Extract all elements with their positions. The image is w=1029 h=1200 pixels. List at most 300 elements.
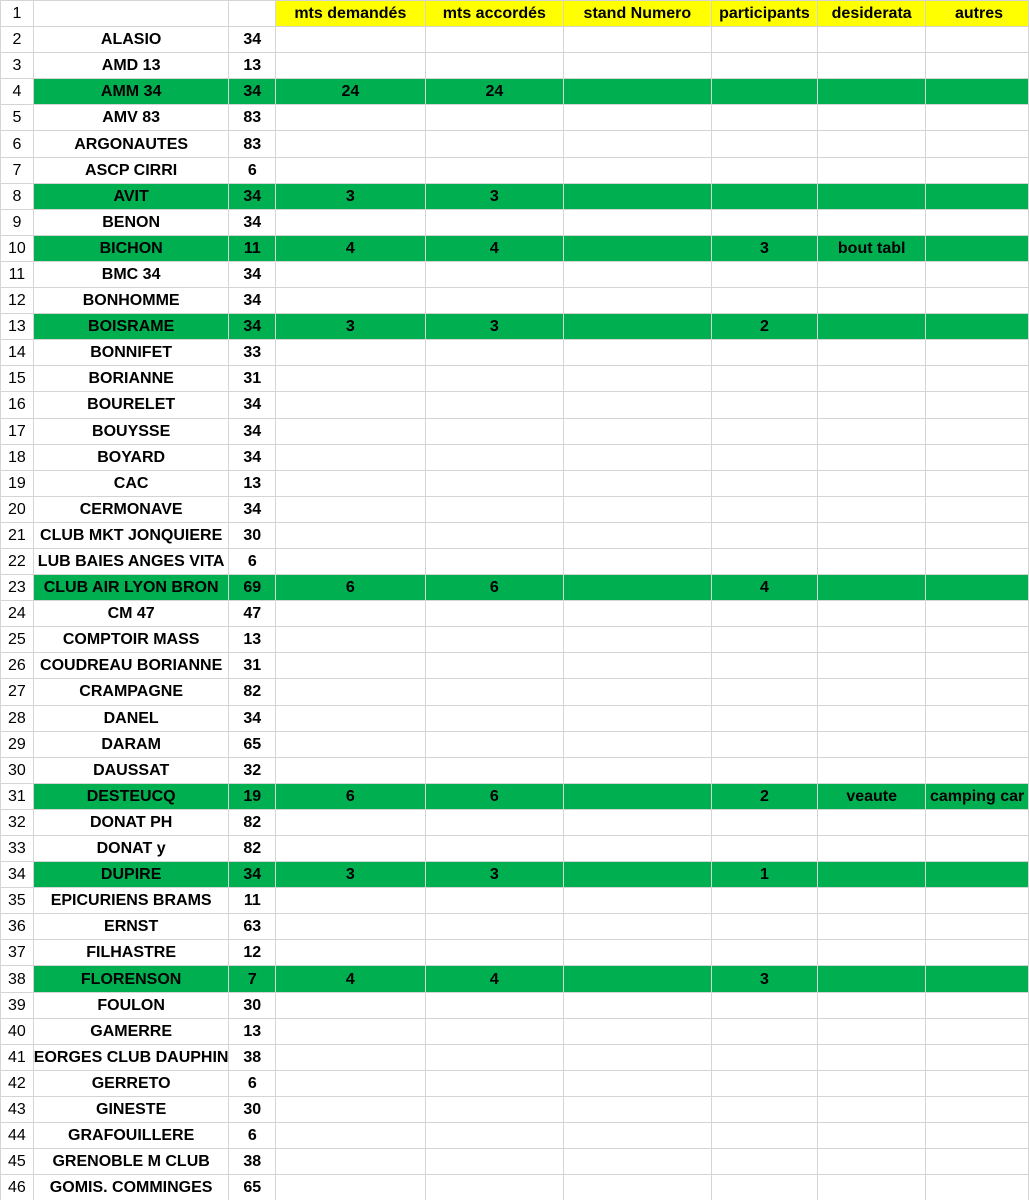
department-cell[interactable]: 34 [229,314,276,340]
participants-cell[interactable] [711,522,818,548]
mts-demandes-cell[interactable] [276,288,426,314]
participants-cell[interactable]: 2 [711,314,818,340]
name-cell[interactable]: BORIANNE [33,366,229,392]
department-cell[interactable]: 34 [229,862,276,888]
mts-accordes-cell[interactable] [425,366,564,392]
autres-cell[interactable] [925,809,1028,835]
autres-cell[interactable] [925,470,1028,496]
autres-cell[interactable] [925,575,1028,601]
autres-cell[interactable] [925,836,1028,862]
name-cell[interactable]: CRAMPAGNE [33,679,229,705]
stand-numero-cell[interactable] [564,366,711,392]
row-number[interactable]: 18 [1,444,34,470]
department-cell[interactable]: 34 [229,27,276,53]
autres-cell[interactable] [925,105,1028,131]
participants-cell[interactable] [711,261,818,287]
participants-cell[interactable] [711,288,818,314]
department-cell[interactable]: 11 [229,235,276,261]
stand-numero-cell[interactable] [564,79,711,105]
row-number[interactable]: 25 [1,627,34,653]
mts-demandes-cell[interactable]: 6 [276,783,426,809]
header-cell[interactable]: mts accordés [425,1,564,27]
mts-demandes-cell[interactable]: 3 [276,314,426,340]
row-number[interactable]: 27 [1,679,34,705]
desiderata-cell[interactable] [818,627,926,653]
department-cell[interactable]: 31 [229,653,276,679]
participants-cell[interactable] [711,705,818,731]
desiderata-cell[interactable] [818,1044,926,1070]
row-number[interactable]: 19 [1,470,34,496]
row-number[interactable]: 9 [1,209,34,235]
row-number[interactable]: 30 [1,757,34,783]
name-cell[interactable]: ARGONAUTES [33,131,229,157]
autres-cell[interactable] [925,627,1028,653]
row-number[interactable]: 21 [1,522,34,548]
name-cell[interactable]: LUB BAIES ANGES VITA [33,548,229,574]
department-cell[interactable]: 34 [229,288,276,314]
mts-accordes-cell[interactable] [425,705,564,731]
mts-accordes-cell[interactable] [425,340,564,366]
row-number[interactable]: 32 [1,809,34,835]
participants-cell[interactable]: 4 [711,575,818,601]
autres-cell[interactable] [925,444,1028,470]
department-cell[interactable]: 82 [229,679,276,705]
row-number[interactable]: 7 [1,157,34,183]
department-cell[interactable]: 6 [229,548,276,574]
department-cell[interactable]: 13 [229,470,276,496]
participants-cell[interactable] [711,1175,818,1200]
name-cell[interactable]: GRAFOUILLERE [33,1123,229,1149]
mts-accordes-cell[interactable] [425,627,564,653]
name-cell[interactable]: BICHON [33,235,229,261]
desiderata-cell[interactable]: veaute [818,783,926,809]
department-cell[interactable]: 34 [229,496,276,522]
autres-cell[interactable] [925,496,1028,522]
desiderata-cell[interactable] [818,862,926,888]
department-cell[interactable]: 13 [229,1018,276,1044]
desiderata-cell[interactable] [818,340,926,366]
row-number[interactable]: 34 [1,862,34,888]
mts-demandes-cell[interactable] [276,105,426,131]
row-number[interactable]: 44 [1,1123,34,1149]
department-cell[interactable]: 34 [229,705,276,731]
participants-cell[interactable] [711,1096,818,1122]
stand-numero-cell[interactable] [564,1175,711,1200]
stand-numero-cell[interactable] [564,340,711,366]
mts-accordes-cell[interactable] [425,209,564,235]
autres-cell[interactable] [925,261,1028,287]
mts-demandes-cell[interactable] [276,392,426,418]
mts-accordes-cell[interactable] [425,131,564,157]
mts-demandes-cell[interactable] [276,157,426,183]
mts-accordes-cell[interactable] [425,496,564,522]
mts-demandes-cell[interactable] [276,940,426,966]
row-number[interactable]: 31 [1,783,34,809]
mts-accordes-cell[interactable]: 4 [425,966,564,992]
mts-demandes-cell[interactable] [276,27,426,53]
mts-accordes-cell[interactable] [425,53,564,79]
department-cell[interactable]: 30 [229,1096,276,1122]
autres-cell[interactable] [925,392,1028,418]
desiderata-cell[interactable] [818,183,926,209]
autres-cell[interactable] [925,653,1028,679]
autres-cell[interactable]: camping car [925,783,1028,809]
name-cell[interactable]: AMV 83 [33,105,229,131]
department-cell[interactable]: 38 [229,1044,276,1070]
stand-numero-cell[interactable] [564,836,711,862]
mts-demandes-cell[interactable] [276,1149,426,1175]
row-number[interactable]: 17 [1,418,34,444]
stand-numero-cell[interactable] [564,862,711,888]
department-cell[interactable]: 7 [229,966,276,992]
participants-cell[interactable] [711,340,818,366]
stand-numero-cell[interactable] [564,496,711,522]
autres-cell[interactable] [925,366,1028,392]
mts-accordes-cell[interactable] [425,914,564,940]
name-cell[interactable]: GRENOBLE M CLUB [33,1149,229,1175]
name-cell[interactable]: CM 47 [33,601,229,627]
stand-numero-cell[interactable] [564,575,711,601]
department-cell[interactable]: 19 [229,783,276,809]
mts-accordes-cell[interactable] [425,653,564,679]
mts-accordes-cell[interactable] [425,731,564,757]
row-number[interactable]: 15 [1,366,34,392]
desiderata-cell[interactable] [818,131,926,157]
department-cell[interactable]: 83 [229,105,276,131]
stand-numero-cell[interactable] [564,1044,711,1070]
mts-demandes-cell[interactable] [276,1175,426,1200]
desiderata-cell[interactable] [818,992,926,1018]
mts-demandes-cell[interactable]: 3 [276,862,426,888]
autres-cell[interactable] [925,992,1028,1018]
participants-cell[interactable]: 3 [711,235,818,261]
desiderata-cell[interactable] [818,79,926,105]
participants-cell[interactable] [711,627,818,653]
name-cell[interactable]: EPICURIENS BRAMS [33,888,229,914]
row-number[interactable]: 24 [1,601,34,627]
row-number[interactable]: 22 [1,548,34,574]
mts-accordes-cell[interactable]: 4 [425,235,564,261]
desiderata-cell[interactable] [818,575,926,601]
mts-demandes-cell[interactable] [276,679,426,705]
name-cell[interactable]: GOMIS. COMMINGES [33,1175,229,1200]
mts-demandes-cell[interactable]: 3 [276,183,426,209]
mts-accordes-cell[interactable] [425,470,564,496]
desiderata-cell[interactable] [818,366,926,392]
desiderata-cell[interactable] [818,418,926,444]
row-number[interactable]: 41 [1,1044,34,1070]
autres-cell[interactable] [925,888,1028,914]
name-cell[interactable]: BOISRAME [33,314,229,340]
autres-cell[interactable] [925,1123,1028,1149]
row-number[interactable]: 46 [1,1175,34,1200]
stand-numero-cell[interactable] [564,731,711,757]
stand-numero-cell[interactable] [564,53,711,79]
mts-accordes-cell[interactable] [425,940,564,966]
mts-accordes-cell[interactable] [425,27,564,53]
desiderata-cell[interactable] [818,809,926,835]
desiderata-cell[interactable] [818,731,926,757]
department-cell[interactable]: 6 [229,1070,276,1096]
participants-cell[interactable] [711,601,818,627]
department-cell[interactable]: 34 [229,444,276,470]
stand-numero-cell[interactable] [564,105,711,131]
row-number[interactable]: 2 [1,27,34,53]
row-number[interactable]: 1 [1,1,34,27]
name-cell[interactable]: FILHASTRE [33,940,229,966]
participants-cell[interactable] [711,914,818,940]
stand-numero-cell[interactable] [564,288,711,314]
desiderata-cell[interactable] [818,105,926,131]
autres-cell[interactable] [925,601,1028,627]
participants-cell[interactable] [711,992,818,1018]
mts-accordes-cell[interactable] [425,1175,564,1200]
autres-cell[interactable] [925,705,1028,731]
mts-accordes-cell[interactable] [425,157,564,183]
row-number[interactable]: 13 [1,314,34,340]
row-number[interactable]: 11 [1,261,34,287]
stand-numero-cell[interactable] [564,1096,711,1122]
desiderata-cell[interactable] [818,1070,926,1096]
participants-cell[interactable] [711,809,818,835]
mts-accordes-cell[interactable] [425,105,564,131]
autres-cell[interactable] [925,53,1028,79]
desiderata-cell[interactable] [818,679,926,705]
cell[interactable] [33,1,229,27]
mts-accordes-cell[interactable] [425,1123,564,1149]
participants-cell[interactable] [711,27,818,53]
participants-cell[interactable] [711,496,818,522]
mts-accordes-cell[interactable] [425,288,564,314]
stand-numero-cell[interactable] [564,131,711,157]
row-number[interactable]: 3 [1,53,34,79]
row-number[interactable]: 36 [1,914,34,940]
row-number[interactable]: 40 [1,1018,34,1044]
stand-numero-cell[interactable] [564,705,711,731]
mts-demandes-cell[interactable] [276,757,426,783]
autres-cell[interactable] [925,340,1028,366]
desiderata-cell[interactable] [818,209,926,235]
participants-cell[interactable] [711,157,818,183]
desiderata-cell[interactable] [818,601,926,627]
department-cell[interactable]: 34 [229,209,276,235]
stand-numero-cell[interactable] [564,653,711,679]
desiderata-cell[interactable] [818,1096,926,1122]
participants-cell[interactable] [711,209,818,235]
desiderata-cell[interactable] [818,836,926,862]
autres-cell[interactable] [925,157,1028,183]
participants-cell[interactable] [711,183,818,209]
stand-numero-cell[interactable] [564,157,711,183]
department-cell[interactable]: 65 [229,1175,276,1200]
stand-numero-cell[interactable] [564,627,711,653]
mts-accordes-cell[interactable] [425,1044,564,1070]
autres-cell[interactable] [925,235,1028,261]
header-cell[interactable]: desiderata [818,1,926,27]
cell[interactable] [229,1,276,27]
mts-demandes-cell[interactable] [276,418,426,444]
mts-accordes-cell[interactable] [425,522,564,548]
desiderata-cell[interactable] [818,757,926,783]
desiderata-cell[interactable] [818,940,926,966]
name-cell[interactable]: CLUB AIR LYON BRON [33,575,229,601]
desiderata-cell[interactable] [818,470,926,496]
autres-cell[interactable] [925,940,1028,966]
stand-numero-cell[interactable] [564,418,711,444]
stand-numero-cell[interactable] [564,392,711,418]
desiderata-cell[interactable] [818,888,926,914]
department-cell[interactable]: 30 [229,992,276,1018]
department-cell[interactable]: 6 [229,1123,276,1149]
stand-numero-cell[interactable] [564,1070,711,1096]
mts-accordes-cell[interactable] [425,836,564,862]
participants-cell[interactable] [711,653,818,679]
autres-cell[interactable] [925,418,1028,444]
department-cell[interactable]: 69 [229,575,276,601]
mts-demandes-cell[interactable] [276,1044,426,1070]
stand-numero-cell[interactable] [564,966,711,992]
department-cell[interactable]: 13 [229,627,276,653]
department-cell[interactable]: 34 [229,418,276,444]
participants-cell[interactable] [711,548,818,574]
desiderata-cell[interactable] [818,548,926,574]
row-number[interactable]: 35 [1,888,34,914]
mts-accordes-cell[interactable] [425,809,564,835]
department-cell[interactable]: 34 [229,79,276,105]
mts-demandes-cell[interactable] [276,1070,426,1096]
participants-cell[interactable] [711,1070,818,1096]
desiderata-cell[interactable] [818,314,926,340]
mts-demandes-cell[interactable]: 4 [276,235,426,261]
stand-numero-cell[interactable] [564,522,711,548]
mts-accordes-cell[interactable]: 24 [425,79,564,105]
row-number[interactable]: 8 [1,183,34,209]
mts-demandes-cell[interactable] [276,53,426,79]
name-cell[interactable]: AVIT [33,183,229,209]
name-cell[interactable]: BMC 34 [33,261,229,287]
participants-cell[interactable] [711,470,818,496]
autres-cell[interactable] [925,1175,1028,1200]
stand-numero-cell[interactable] [564,783,711,809]
row-number[interactable]: 5 [1,105,34,131]
row-number[interactable]: 10 [1,235,34,261]
row-number[interactable]: 12 [1,288,34,314]
name-cell[interactable]: GINESTE [33,1096,229,1122]
stand-numero-cell[interactable] [564,183,711,209]
desiderata-cell[interactable] [818,1123,926,1149]
autres-cell[interactable] [925,1149,1028,1175]
mts-accordes-cell[interactable] [425,992,564,1018]
desiderata-cell[interactable] [818,1175,926,1200]
row-number[interactable]: 45 [1,1149,34,1175]
name-cell[interactable]: DONAT y [33,836,229,862]
name-cell[interactable]: DARAM [33,731,229,757]
mts-demandes-cell[interactable] [276,1123,426,1149]
autres-cell[interactable] [925,1096,1028,1122]
participants-cell[interactable] [711,418,818,444]
name-cell[interactable]: COMPTOIR MASS [33,627,229,653]
name-cell[interactable]: FLORENSON [33,966,229,992]
mts-demandes-cell[interactable] [276,731,426,757]
mts-demandes-cell[interactable] [276,809,426,835]
stand-numero-cell[interactable] [564,809,711,835]
participants-cell[interactable] [711,888,818,914]
row-number[interactable]: 6 [1,131,34,157]
desiderata-cell[interactable] [818,1018,926,1044]
mts-demandes-cell[interactable] [276,548,426,574]
mts-demandes-cell[interactable] [276,914,426,940]
name-cell[interactable]: BOYARD [33,444,229,470]
mts-demandes-cell[interactable] [276,131,426,157]
name-cell[interactable]: DONAT PH [33,809,229,835]
desiderata-cell[interactable] [818,157,926,183]
name-cell[interactable]: DANEL [33,705,229,731]
name-cell[interactable]: BOUYSSE [33,418,229,444]
stand-numero-cell[interactable] [564,1123,711,1149]
stand-numero-cell[interactable] [564,314,711,340]
mts-demandes-cell[interactable] [276,601,426,627]
mts-demandes-cell[interactable] [276,340,426,366]
participants-cell[interactable]: 3 [711,966,818,992]
autres-cell[interactable] [925,914,1028,940]
mts-accordes-cell[interactable] [425,418,564,444]
stand-numero-cell[interactable] [564,1018,711,1044]
participants-cell[interactable] [711,1123,818,1149]
stand-numero-cell[interactable] [564,1149,711,1175]
mts-demandes-cell[interactable]: 6 [276,575,426,601]
desiderata-cell[interactable]: bout tabl [818,235,926,261]
mts-demandes-cell[interactable] [276,261,426,287]
desiderata-cell[interactable] [818,496,926,522]
department-cell[interactable]: 32 [229,757,276,783]
mts-accordes-cell[interactable] [425,261,564,287]
mts-demandes-cell[interactable] [276,836,426,862]
autres-cell[interactable] [925,131,1028,157]
stand-numero-cell[interactable] [564,209,711,235]
name-cell[interactable]: AMD 13 [33,53,229,79]
row-number[interactable]: 26 [1,653,34,679]
mts-demandes-cell[interactable] [276,653,426,679]
autres-cell[interactable] [925,548,1028,574]
name-cell[interactable]: DUPIRE [33,862,229,888]
stand-numero-cell[interactable] [564,444,711,470]
name-cell[interactable]: GAMERRE [33,1018,229,1044]
mts-accordes-cell[interactable]: 6 [425,783,564,809]
stand-numero-cell[interactable] [564,27,711,53]
name-cell[interactable]: ERNST [33,914,229,940]
stand-numero-cell[interactable] [564,992,711,1018]
participants-cell[interactable] [711,679,818,705]
department-cell[interactable]: 38 [229,1149,276,1175]
mts-accordes-cell[interactable] [425,1149,564,1175]
department-cell[interactable]: 34 [229,261,276,287]
mts-accordes-cell[interactable] [425,548,564,574]
autres-cell[interactable] [925,757,1028,783]
header-cell[interactable]: stand Numero [564,1,711,27]
department-cell[interactable]: 30 [229,522,276,548]
mts-demandes-cell[interactable]: 4 [276,966,426,992]
autres-cell[interactable] [925,862,1028,888]
desiderata-cell[interactable] [818,288,926,314]
stand-numero-cell[interactable] [564,914,711,940]
department-cell[interactable]: 82 [229,809,276,835]
row-number[interactable]: 20 [1,496,34,522]
department-cell[interactable]: 34 [229,392,276,418]
participants-cell[interactable] [711,1044,818,1070]
row-number[interactable]: 42 [1,1070,34,1096]
autres-cell[interactable] [925,209,1028,235]
row-number[interactable]: 38 [1,966,34,992]
